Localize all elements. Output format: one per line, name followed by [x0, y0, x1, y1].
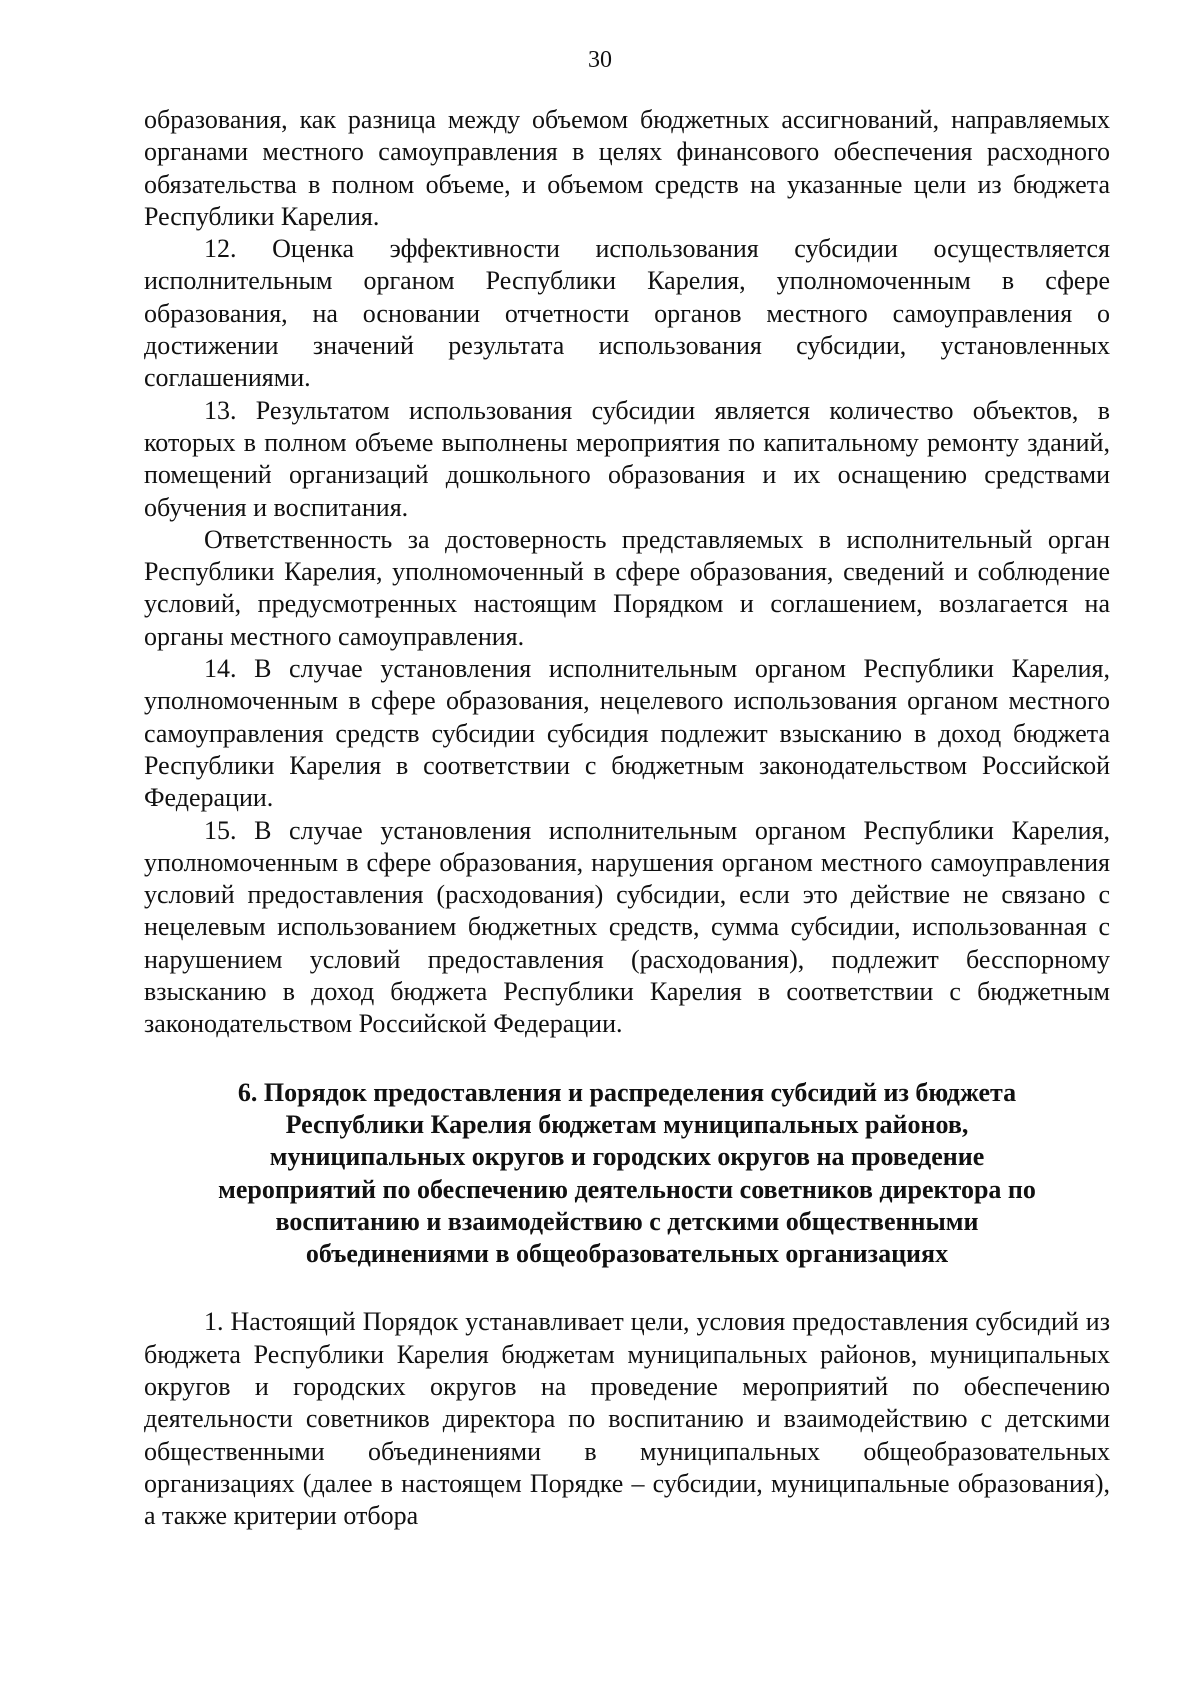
- paragraph-15: 15. В случае установления исполнительным органом Республики Карелия, уполномоченным в сфере образования, нарушения органом местного самоуправления условий предоставления (расходования) субсидии, если это действие не связано с нецелевым использованием бюджетных средств, сумма субсидии, использованная с нарушением условий предоставления (расходования), подлежит бесспорному взысканию в доход бюджета Республики Карелия в соответствии с бюджетным законодательством Российской Федерации.: [144, 815, 1110, 1039]
- page-number: 30: [588, 47, 612, 73]
- document-body: [144, 104, 1110, 1532]
- paragraph-responsibility: Ответственность за достоверность представляемых в исполнительный орган Республики Карелия, уполномоченный в сфере образования, сведений и соблюдение условий, предусмотренных настоящим Порядком и соглашением, возлагается на органы местного самоуправления.: [144, 524, 1110, 651]
- paragraph-13: 13. Результатом использования субсидии является количество объектов, в которых в полном объеме выполнены мероприятия по капитальному ремонту зданий, помещений организаций дошкольного образования и их оснащению средствами обучения и воспитания.: [144, 395, 1110, 522]
- paragraph-section-6-1: 1. Настоящий Порядок устанавливает цели, условия предоставления субсидий из бюджета Республики Карелия бюджетам муниципальных районов, муниципальных округов и городских округов на проведение мероприятий по обеспечению деятельности советников директора по воспитанию и взаимодействию с детскими общественными объединениями в муниципальных общеобразовательных организациях (далее в настоящем Порядке – субсидии, муниципальные образования), а также критерии отбора: [144, 1307, 1110, 1531]
- paragraph-14: 14. В случае установления исполнительным органом Республики Карелия, уполномоченным в сфере образования, нецелевого использования органом местного самоуправления средств субсидии субсидия подлежит взысканию в доход бюджета Республики Карелия в соответствии с бюджетным законодательством Российской Федерации.: [144, 654, 1110, 813]
- paragraph-12: 12. Оценка эффективности использования субсидии осуществляется исполнительным органом Республики Карелия, уполномоченным в сфере образования, на основании отчетности органов местного самоуправления о достижении значений результата использования субсидии, установленных соглашениями.: [144, 234, 1110, 393]
- section-spacer: [144, 1270, 1110, 1306]
- paragraph-continuation: образования, как разница между объемом бюджетных ассигнований, направляемых органами местного самоуправления в целях финансового обеспечения расходного обязательства в полном объеме, и объемом средств на указанные цели из бюджета Республики Карелия.: [144, 105, 1110, 231]
- section-heading: 6. Порядок предоставления и распределения субсидий из бюджета Республики Карелия бюджетам муниципальных районов, муниципальных округов и городских округов на проведение мероприятий по обеспечению деятельности советников директора по воспитанию и взаимодействию с детскими общественными объединениями в общеобразовательных организациях: [218, 1077, 1036, 1269]
